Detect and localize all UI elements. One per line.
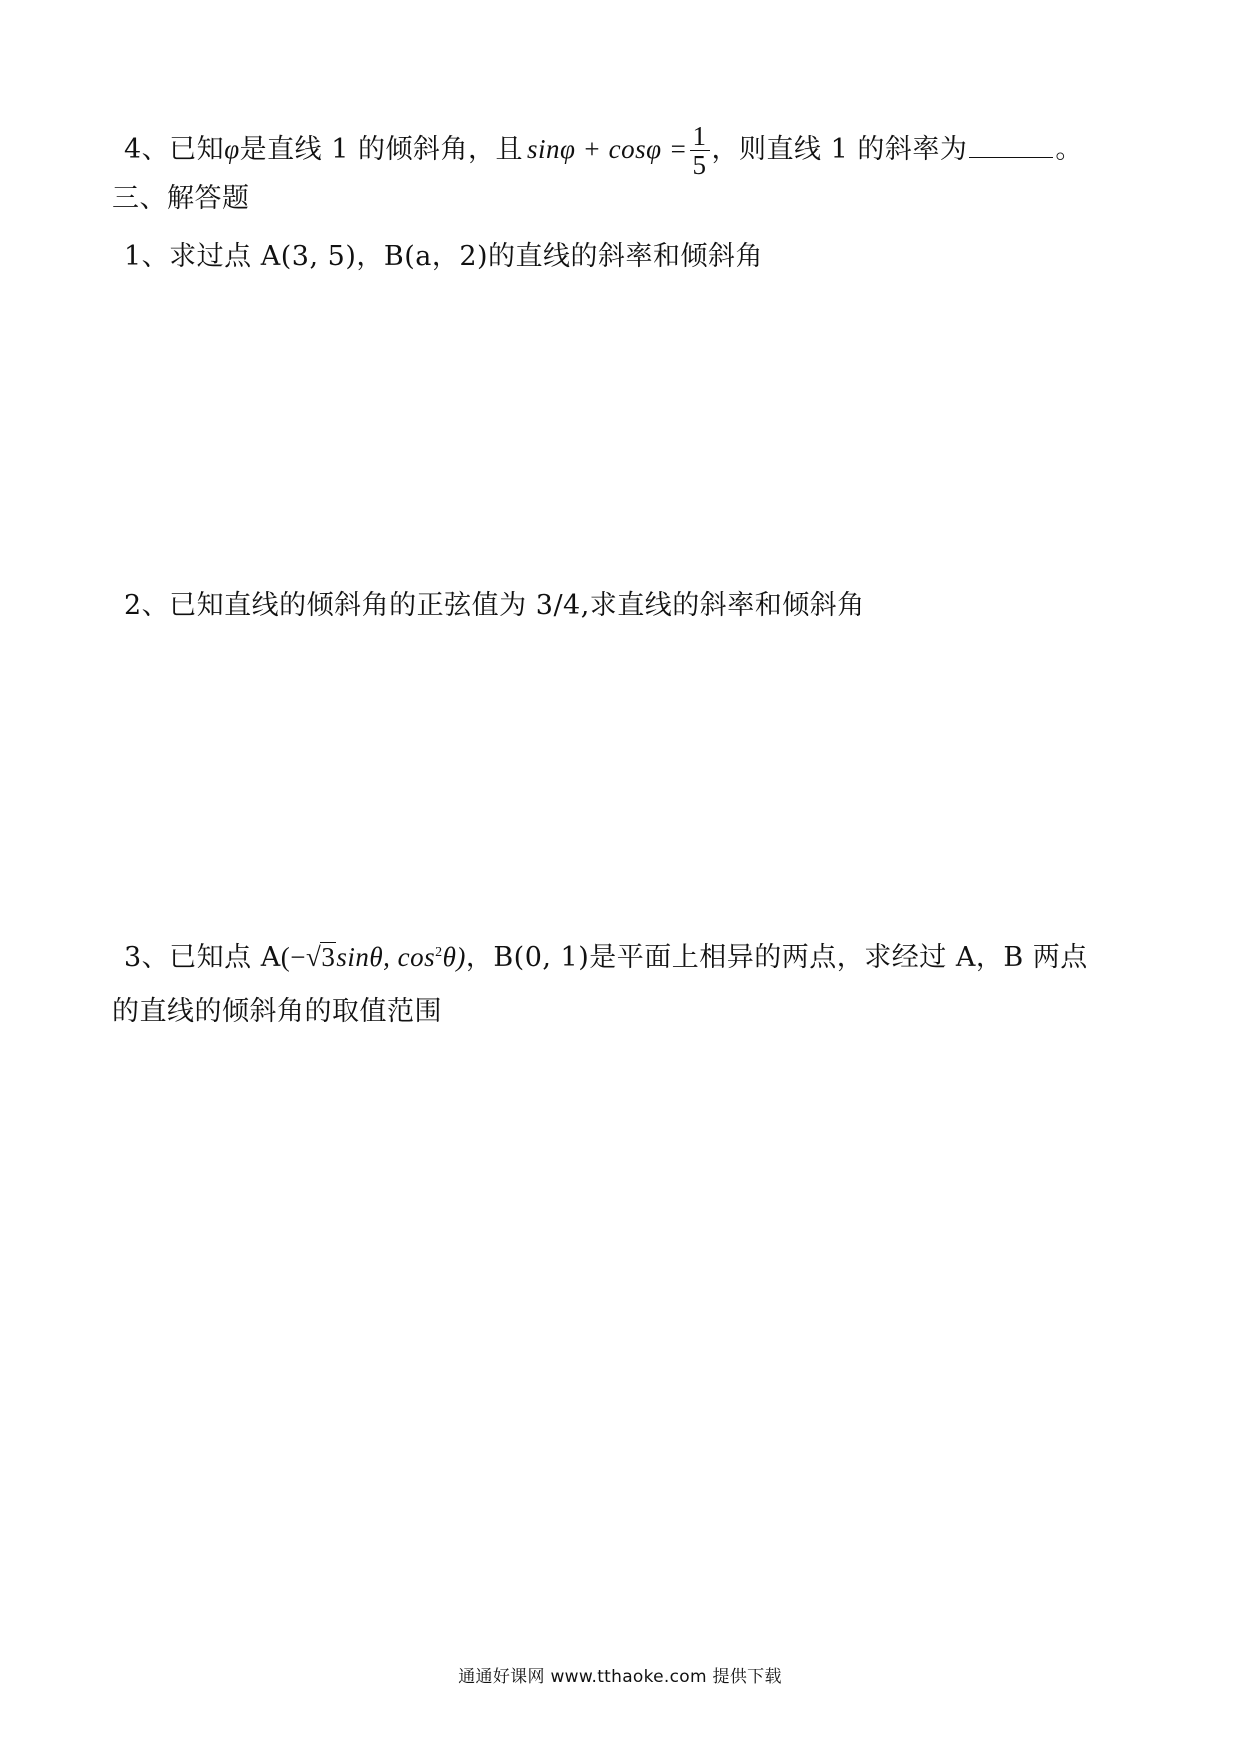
- q4-fraction: [690, 122, 710, 179]
- answer-question-1: 1、求过点 A(3, 5)，B(a，2)的直线的斜率和倾斜角: [124, 241, 764, 272]
- q4-fraction-numerator: 1: [690, 122, 710, 151]
- q4-mid: 是直线 1 的倾斜角，且: [239, 134, 523, 165]
- question-4: [124, 122, 1083, 179]
- answer-question-2: 2、已知直线的倾斜角的正弦值为 3/4,求直线的斜率和倾斜角: [124, 590, 865, 621]
- q4-phi: φ: [224, 134, 240, 164]
- section-heading: 三、解答题: [112, 183, 250, 214]
- q4-end: 。: [1055, 134, 1083, 165]
- a3-sqrt-arg: 3: [321, 942, 336, 972]
- sqrt-symbol: √: [305, 942, 322, 972]
- a3-after-sqrt: sinθ, cos: [336, 942, 436, 972]
- a3-exponent: 2: [435, 945, 443, 960]
- footer-credit: 通通好课网 www.tthaoke.com 提供下载: [458, 1667, 782, 1687]
- answer-question-3-line-2: 的直线的倾斜角的取值范围: [112, 996, 442, 1027]
- q4-suffix: ，则直线 1 的斜率为: [711, 134, 968, 165]
- q4-fraction-denominator: 5: [692, 150, 707, 180]
- a3-theta-close: θ): [442, 942, 466, 972]
- q4-prefix: 4、已知: [124, 134, 225, 165]
- a3-suffix: ，B(0, 1)是平面上相异的两点，求经过 A，B 两点: [465, 942, 1088, 973]
- answer-blank[interactable]: [969, 131, 1053, 158]
- a3-paren-open: (−: [280, 942, 306, 972]
- a3-prefix: 3、已知点 A: [124, 942, 281, 973]
- answer-question-3: [124, 935, 1088, 976]
- q4-expression: sinφ + cosφ =: [526, 134, 688, 164]
